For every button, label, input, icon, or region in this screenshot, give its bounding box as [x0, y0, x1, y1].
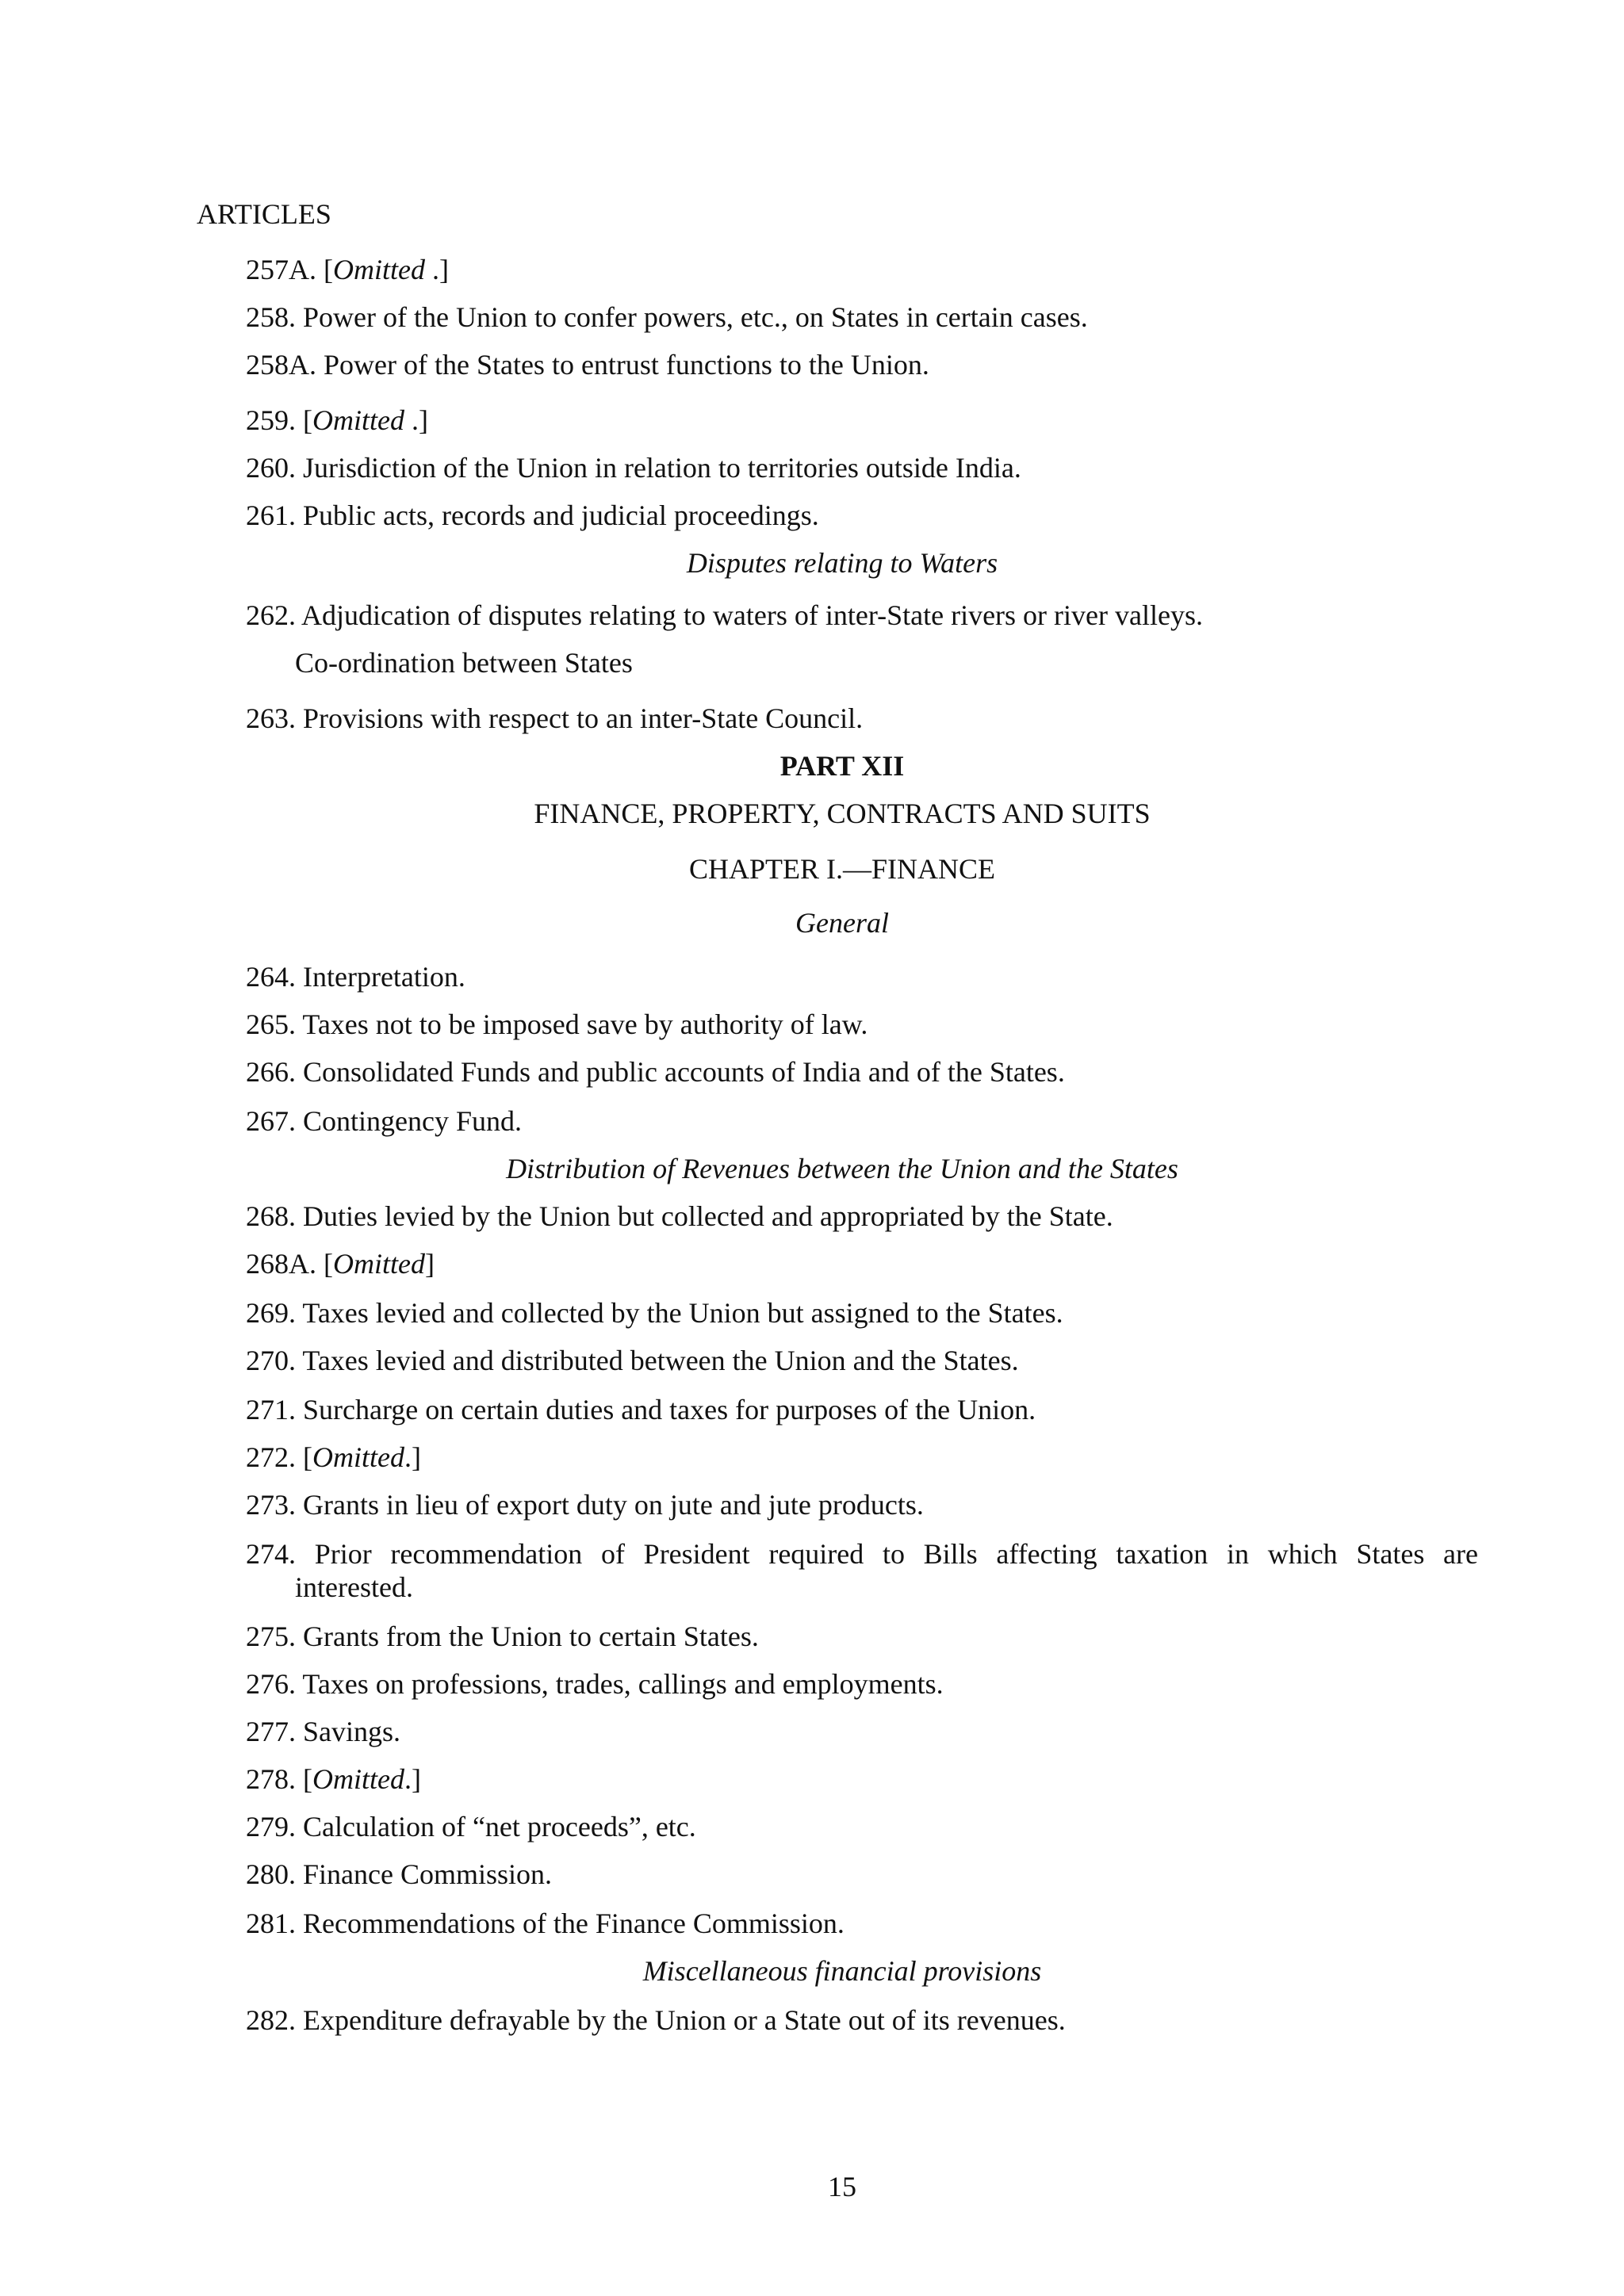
- article-266: 266. Consolidated Funds and public accounts of India and of the States.: [246, 1056, 1065, 1088]
- article-suffix: ]: [424, 1248, 435, 1280]
- article-number: 268A. [: [246, 1248, 333, 1280]
- section-heading-coordination: Co-ordination between States: [295, 647, 633, 679]
- article-262: 262. Adjudication of disputes relating to waters of inter-State rivers or river valleys.: [246, 599, 1203, 631]
- article-270: 270. Taxes levied and distributed between the Union and the States.: [246, 1345, 1019, 1376]
- omitted-label: Omitted: [312, 1441, 404, 1473]
- article-268: 268. Duties levied by the Union but collected and appropriated by the State.: [246, 1200, 1113, 1232]
- article-279: 279. Calculation of “net proceeds”, etc.: [246, 1811, 696, 1843]
- article-275: 275. Grants from the Union to certain States.: [246, 1621, 759, 1652]
- section-heading-misc: Miscellaneous financial provisions: [642, 1955, 1042, 1987]
- article-269: 269. Taxes levied and collected by the Union but assigned to the States.: [246, 1297, 1063, 1329]
- article-258: 258. Power of the Union to confer powers, etc., on States in certain cases.: [246, 301, 1088, 333]
- article-277: 277. Savings.: [246, 1716, 401, 1747]
- article-number: 259. [: [246, 404, 312, 436]
- part-heading: PART XII: [779, 750, 905, 782]
- article-259: [246, 406, 428, 434]
- article-263: 263. Provisions with respect to an inter-State Council.: [246, 702, 864, 734]
- part-title: FINANCE, PROPERTY, CONTRACTS AND SUITS: [534, 798, 1151, 829]
- article-271: 271. Surcharge on certain duties and taxes for purposes of the Union.: [246, 1394, 1036, 1425]
- article-257a: [246, 255, 449, 284]
- article-261: 261. Public acts, records and judicial proceedings.: [246, 499, 819, 531]
- article-suffix: .]: [404, 1441, 421, 1473]
- omitted-label: Omitted: [333, 254, 425, 285]
- section-heading-waters: Disputes relating to Waters: [686, 547, 998, 579]
- article-274: 274. Prior recommendation of President required to Bills affecting taxation in which States are: [246, 1538, 1478, 1570]
- article-number: 278. [: [246, 1763, 312, 1795]
- article-number: 257A. [: [246, 254, 333, 285]
- article-260: 260. Jurisdiction of the Union in relation to territories outside India.: [246, 452, 1021, 484]
- section-heading-distribution: Distribution of Revenues between the Union and the States: [506, 1153, 1178, 1184]
- omitted-label: Omitted: [312, 404, 404, 436]
- article-suffix: .]: [404, 1763, 421, 1795]
- article-265: 265. Taxes not to be imposed save by authority of law.: [246, 1008, 868, 1040]
- article-276: 276. Taxes on professions, trades, callings and employments.: [246, 1668, 944, 1700]
- page-number: 15: [828, 2171, 856, 2202]
- article-number: 272. [: [246, 1441, 312, 1473]
- article-267: 267. Contingency Fund.: [246, 1105, 522, 1137]
- article-278: [246, 1765, 421, 1793]
- omitted-label: Omitted: [333, 1248, 425, 1280]
- article-264: 264. Interpretation.: [246, 961, 465, 993]
- articles-heading: ARTICLES: [197, 198, 331, 230]
- section-heading-general: General: [795, 907, 889, 939]
- article-281: 281. Recommendations of the Finance Commission.: [246, 1908, 845, 1939]
- article-273: 273. Grants in lieu of export duty on jute and jute products.: [246, 1489, 924, 1521]
- article-suffix: .]: [404, 404, 428, 436]
- article-272: [246, 1443, 421, 1471]
- article-274-continuation: interested.: [295, 1571, 413, 1603]
- omitted-label: Omitted: [312, 1763, 404, 1795]
- article-258a: 258A. Power of the States to entrust functions to the Union.: [246, 349, 929, 381]
- article-suffix: .]: [424, 254, 449, 285]
- article-268a: [246, 1249, 435, 1278]
- article-280: 280. Finance Commission.: [246, 1858, 552, 1890]
- article-282: 282. Expenditure defrayable by the Union or a State out of its revenues.: [246, 2004, 1066, 2036]
- chapter-heading: CHAPTER I.—FINANCE: [688, 853, 995, 885]
